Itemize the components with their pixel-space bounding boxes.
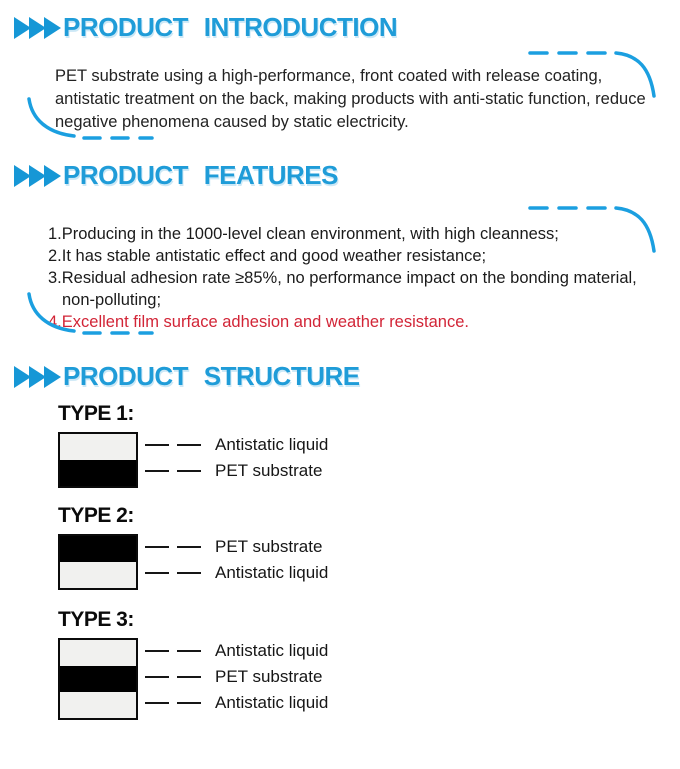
- section-header-structure: [14, 361, 680, 392]
- section-header-introduction: [14, 0, 680, 43]
- layer-antistatic-liquid: [60, 640, 136, 666]
- feature-item-1: 1.Producing in the 1000-level clean environment, with high cleanness;: [48, 225, 559, 243]
- feature-item-3: 3.Residual adhesion rate ≥85%, no performance impact on the bonding material, non-polluting;: [48, 269, 637, 309]
- triple-arrow-icon: [14, 366, 59, 388]
- layer-antistatic-liquid: [60, 434, 136, 460]
- feature-item-4: 4.Excellent film surface adhesion and weather resistance.: [48, 313, 469, 331]
- layer-antistatic-liquid: [60, 562, 136, 588]
- callout-line: [145, 470, 201, 472]
- section-title-structure: PRODUCT STRUCTURE: [63, 361, 360, 391]
- layer-pet-substrate: [60, 460, 136, 486]
- section-header-features: [14, 160, 680, 191]
- structure-type-1: [58, 402, 680, 488]
- callout-line: [145, 676, 201, 678]
- type-1-label: TYPE 1:: [58, 402, 134, 425]
- layer-label: Antistatic liquid: [215, 435, 329, 454]
- triple-arrow-icon: [14, 165, 59, 187]
- layer-label: PET substrate: [215, 667, 323, 686]
- section-title-features: PRODUCT FEATURES: [63, 160, 338, 190]
- callout-line: [145, 650, 201, 652]
- layer-stack-diagram: [58, 534, 138, 590]
- type-3-label: TYPE 3:: [58, 608, 134, 631]
- arrow-right-icon: [44, 165, 61, 187]
- layer-stack-diagram: [58, 638, 138, 720]
- triple-arrow-icon: [14, 17, 59, 39]
- layer-label: Antistatic liquid: [215, 563, 329, 582]
- layer-pet-substrate: [60, 666, 136, 692]
- features-list: [48, 223, 656, 333]
- introduction-paragraph: PET substrate using a high-performance, front coated with release coating, antistatic treatment on the back, making products with anti-static function, reduce negative phenomena caused by static electricity.: [55, 67, 646, 131]
- feature-item-2: 2.It has stable antistatic effect and good weather resistance;: [48, 247, 487, 265]
- structure-type-3: [58, 608, 680, 720]
- layer-antistatic-liquid: [60, 692, 136, 718]
- layer-label: PET substrate: [215, 537, 323, 556]
- structure-type-2: [58, 504, 680, 590]
- arrow-right-icon: [44, 17, 61, 39]
- type-2-label: TYPE 2:: [58, 504, 134, 527]
- arrow-right-icon: [44, 366, 61, 388]
- section-title-introduction: PRODUCT INTRODUCTION: [63, 12, 398, 42]
- callout-line: [145, 444, 201, 446]
- callout-line: [145, 546, 201, 548]
- layer-label: Antistatic liquid: [215, 693, 329, 712]
- callout-line: [145, 702, 201, 704]
- layer-stack-diagram: [58, 432, 138, 488]
- layer-label: PET substrate: [215, 461, 323, 480]
- callout-line: [145, 572, 201, 574]
- layer-pet-substrate: [60, 536, 136, 562]
- layer-label: Antistatic liquid: [215, 641, 329, 660]
